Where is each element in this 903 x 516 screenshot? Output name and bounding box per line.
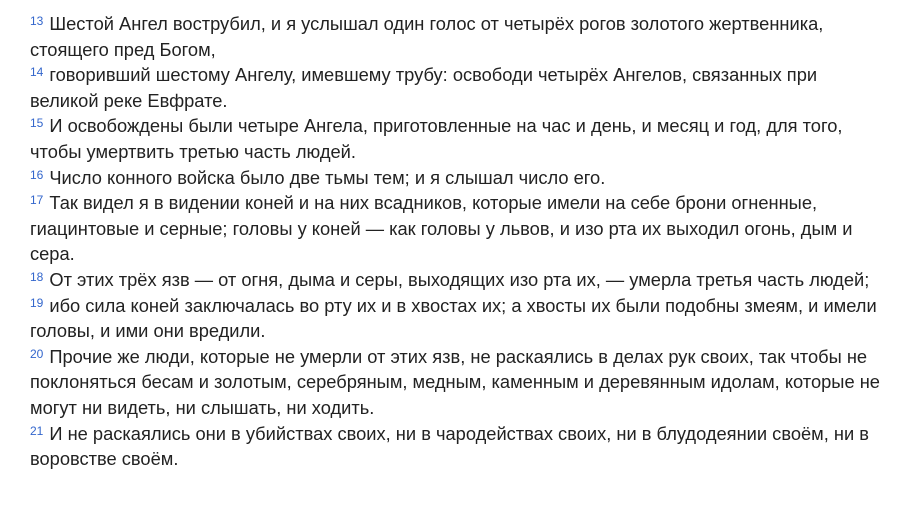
verse-number-link[interactable]: 13 [30, 14, 44, 28]
verse-number-link[interactable]: 20 [30, 346, 44, 361]
verse-text: говоривший шестому Ангелу, имевшему трубу: освободи четырёх Ангелов, связанных при великой реке Евфрате. [30, 64, 818, 111]
verse-text: И освобождены были четыре Ангела, приготовленные на час и день, и месяц и год, для того, чтобы умертвить третью часть людей. [30, 115, 843, 162]
verse-17 [30, 190, 880, 267]
verse-text: Прочие же люди, которые не умерли от этих язв, не раскаялись в делах рук своих, так чтобы не поклоняться бесам и золотым, серебряным, медным, каменным и деревянным идолам, которые не могут ни видеть, ни слышать, ни ходить. [30, 345, 880, 418]
verse-16 [30, 165, 880, 191]
verse-number-link[interactable]: 14 [30, 65, 44, 80]
verse-text: ибо сила коней заключалась во рту их и в хвостах их; а хвосты их были подобны змеям, и имели головы, и ими они вредили. [30, 294, 877, 342]
scripture-passage [30, 11, 880, 472]
verse-21 [30, 421, 880, 472]
verse-number-link[interactable]: 21 [30, 423, 44, 438]
verse-text: Так видел я в видении коней и на них всадников, которые имели на себе брони огненные, гиацинтовые и серные; головы у коней — как головы у львов, и изо рта их выходил огонь, дым и сера. [30, 192, 853, 265]
verse-number-link[interactable]: 18 [30, 269, 44, 284]
verse-number-link[interactable]: 17 [30, 193, 44, 208]
verse-15 [30, 113, 880, 164]
verse-18 [30, 267, 880, 293]
verse-text: От этих трёх язв — от огня, дыма и серы, выходящих изо рта их, — умерла третья часть людей; [49, 268, 870, 290]
verse-number-link[interactable]: 19 [30, 295, 44, 310]
verse-14 [30, 62, 880, 113]
verse-text: Число конного войска было две тьмы тем; и я слышал число его. [49, 166, 606, 188]
verse-text: Шестой Ангел вострубил, и я услышал один голос от четырёх рогов золотого жертвенника, стоящего пред Богом, [30, 13, 824, 60]
verse-13 [30, 11, 880, 62]
verse-number-link[interactable]: 16 [30, 167, 44, 182]
verse-19 [30, 293, 880, 344]
verse-text: И не раскаялись они в убийствах своих, ни в чародействах своих, ни в блудодеянии своём, ни в воровстве своём. [30, 422, 869, 470]
verse-20 [30, 344, 880, 421]
verse-number-link[interactable]: 15 [30, 116, 44, 131]
